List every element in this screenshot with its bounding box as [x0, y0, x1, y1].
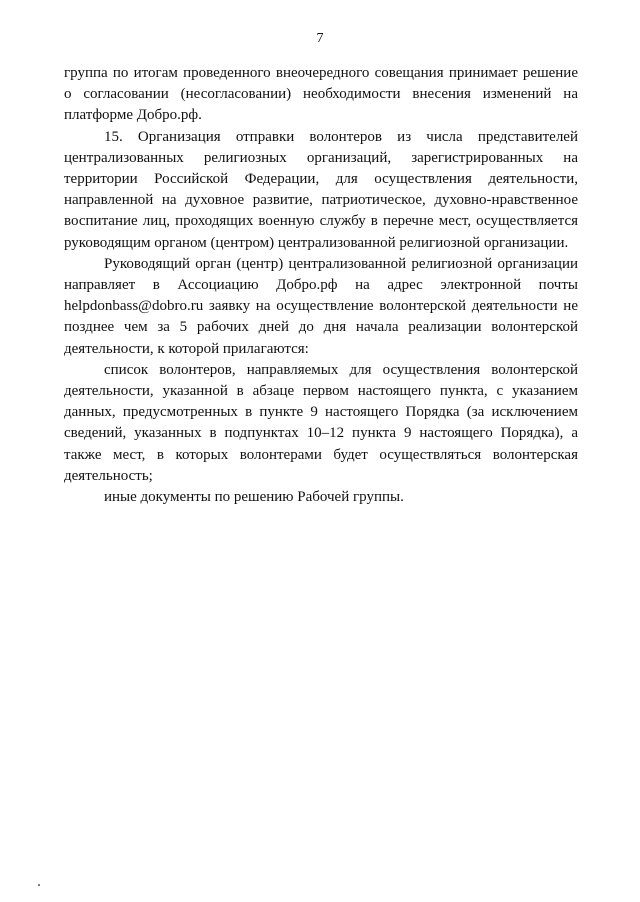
paragraph-continuation: группа по итогам проведенного внеочередного совещания принимает решение о согласовании (несогласовании) необходимости внесения изменений на платформе Добро.рф. [64, 65, 578, 124]
paragraph-other-documents: иные документы по решению Рабочей группы. [104, 489, 404, 506]
scan-speck [38, 884, 40, 886]
paragraph-volunteer-list: список волонтеров, направляемых для осуществления волонтерской деятельности, указанной в абзаце первом настоящего пункта, с указанием данных, предусмотренных в пункте 9 настоящего Порядка (за исключением сведений, указанных в подпунктах 10–12 пункта 9 настоящего Порядка), а также мест, в которых волонтерами будет осуществляться волонтерская деятельность; [64, 361, 578, 484]
document-body [64, 63, 578, 508]
paragraph-item-15: 15. Организация отправки волонтеров из числа представителей централизованных религиозных организаций, зарегистрированных на территории Российской Федерации, для осуществления деятельности, направленной на духовное развитие, патриотическое, духовно-нравственное воспитание лиц, проходящих военную службу в перечне мест, осуществляется руководящим органом (центром) централизованной религиозной организации. [64, 128, 578, 251]
paragraph-application: Руководящий орган (центр) централизованной религиозной организации направляет в Ассоциацию Добро.рф на адрес электронной почты helpdonbass@dobro.ru заявку на осуществление волонтерской деятельности не позднее чем за 5 рабочих дней до дня начала реализации волонтерской деятельности, к которой прилагаются: [64, 255, 578, 357]
page-number: 7 [316, 31, 324, 46]
